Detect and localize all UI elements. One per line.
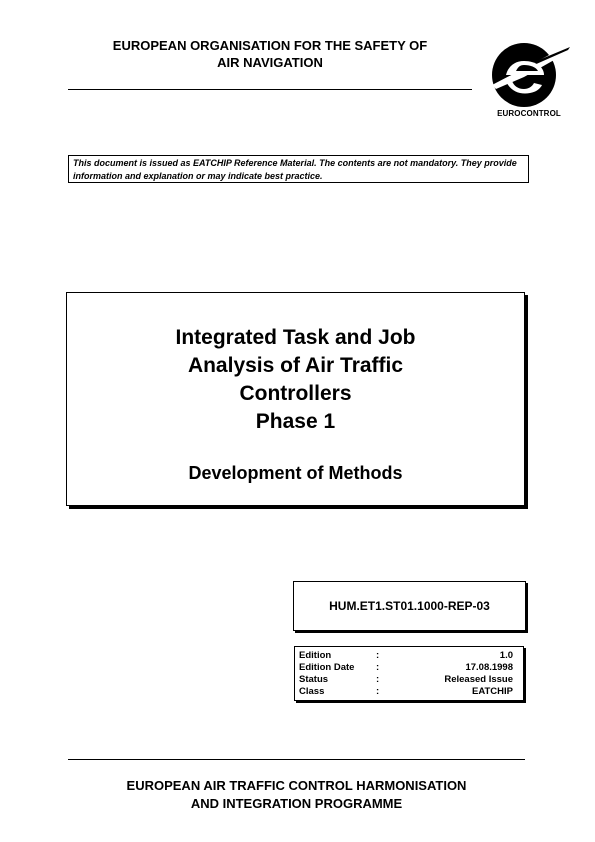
document-title — [67, 324, 524, 436]
organisation-title-line-2: AIR NAVIGATION — [217, 55, 323, 70]
class-separator: : — [376, 686, 380, 697]
edition-separator: : — [376, 650, 380, 661]
logo-text: EUROCONTROL — [497, 109, 561, 118]
edition-date-row — [299, 662, 513, 674]
programme-title — [68, 777, 525, 813]
edition-date-label: Edition Date — [299, 662, 355, 673]
eurocontrol-logo — [484, 37, 574, 121]
title-line-4: Phase 1 — [255, 410, 336, 433]
organisation-title — [68, 37, 472, 71]
edition-value: 1.0 — [499, 650, 513, 661]
programme-title-line-2: AND INTEGRATION PROGRAMME — [190, 796, 403, 811]
programme-title-line-1: EUROPEAN AIR TRAFFIC CONTROL HARMONISATION — [126, 778, 467, 793]
eurocontrol-logo-icon — [484, 37, 574, 109]
class-value: EATCHIP — [472, 686, 513, 697]
header-divider — [68, 89, 472, 90]
class-row — [299, 686, 513, 698]
edition-info-box — [294, 646, 524, 701]
title-line-2: Analysis of Air Traffic — [187, 354, 404, 377]
title-box — [66, 292, 525, 506]
title-line-1: Integrated Task and Job — [175, 326, 416, 349]
status-label: Status — [299, 674, 329, 685]
organisation-title-line-1: EUROPEAN ORGANISATION FOR THE SAFETY OF — [112, 38, 428, 53]
edition-date-separator: : — [376, 662, 380, 673]
title-line-3: Controllers — [239, 382, 352, 405]
status-value: Released Issue — [444, 674, 513, 685]
document-subtitle: Development of Methods — [188, 463, 403, 483]
status-separator: : — [376, 674, 380, 685]
edition-row — [299, 650, 513, 662]
edition-label: Edition — [299, 650, 332, 661]
status-row — [299, 674, 513, 686]
footer-divider — [68, 759, 525, 760]
notice-text: This document is issued as EATCHIP Reference Material. The contents are not mandatory. They provide information and explanation or may indicate best practice. — [73, 158, 517, 181]
reference-box — [293, 581, 526, 631]
notice-box — [68, 155, 529, 183]
reference-number: HUM.ET1.ST01.1000-REP-03 — [329, 599, 490, 613]
edition-date-value: 17.08.1998 — [465, 662, 513, 673]
class-label: Class — [299, 686, 325, 697]
